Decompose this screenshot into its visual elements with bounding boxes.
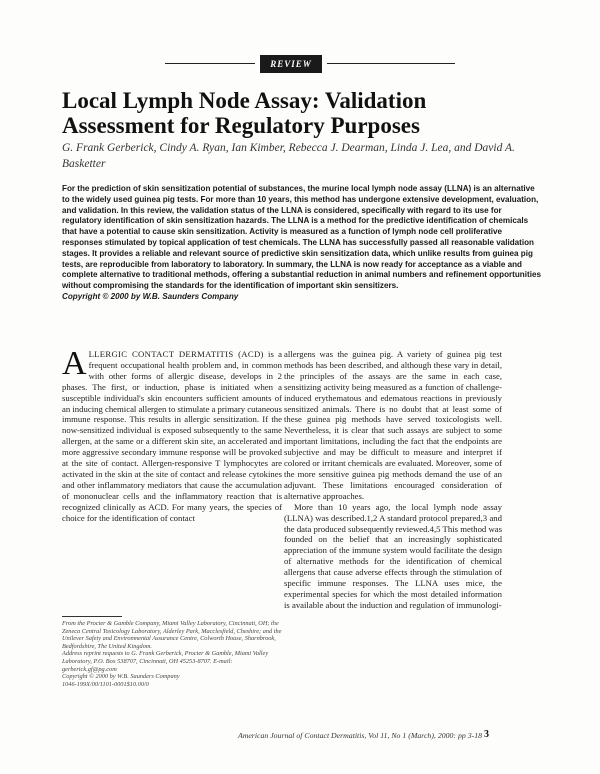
footnote-issn: 1046-199X/00/1101-0001$10.00/0 [62,680,149,688]
author-list: G. Frank Gerberick, Cindy A. Ryan, Ian Kimber, Rebecca J. Dearman, Linda J. Lea, and David A. Basketter [62,142,515,170]
right-column-paragraph: allergens was the guinea pig. A variety of guinea pig test methods has been described, and although these vary in detail, the principles of the assays are the same in each case, sensitizing activity being measured as a function of challenge-induced erythematous and edematous reactions in previously sensitized animals. There is no doubt that at least some of these guinea pig methods have served toxicologists well. Nevertheless, it is clear that such assays are subject to some important limitations, including the fact that the endpoints are subjective and may be difficult to measure and interpret if colored or irritant chemicals are evaluated. Moreover, some of the more sensitive guinea pig methods demand the use of an adjuvant. These limitations encouraged consideration of alternative approaches. [284,349,502,501]
header-rule-left [165,63,255,64]
page-number: 3 [484,729,489,740]
footnote-rule [62,616,122,617]
footnote [62,620,282,688]
footnote-affiliations: From the Procter & Gamble Company, Miami Valley Laboratory, Cincinnati, OH; the Zeneca Central Toxicology Laboratory, Alderley Park, Macclesfield, Cheshire; and the Unilever Safety and Environmental Assurance Centre, Colworth House, Sharnbrook, Bedfordshire, The United Kingdom. [62,620,282,650]
header-rule-right [327,63,455,64]
drop-cap: A [62,345,87,382]
left-column-text: is a frequent occupational health problem and, in common with other forms of allergic disease, develops in 2 phases. The first, or induction, phase is initiated when a susceptible individual's skin encounters sufficient amounts of an inducing chemical allergen to stimulate a primary cutaneous immune response. This results in allergic sensitization. If the now-sensitized individual is exposed subsequently to the same allergen, at the same or a different skin site, an accelerated and more aggressive secondary immune response will be provoked at the site of contact. Allergen-responsive T lymphocytes are activated in the skin at the site of contact and release cytokines and other inflammatory mediators that cause the accumulation of mononuclear cells and the inflammatory reaction that is recognized clinically as ACD. For many years, the species of choice for the identification of contact [62,349,282,523]
section-tag: REVIEW [260,55,322,73]
body-column-left [62,345,282,524]
journal-citation: American Journal of Contact Dermatitis, Vol 11, No 1 (March), 2000: pp 3-18 [237,731,482,740]
section-header [165,55,455,73]
article-title: Local Lymph Node Assay: Validation Assessment for Regulatory Purposes [62,88,427,138]
lead-in: LLERGIC CONTACT DERMATITIS (ACD) [88,349,264,359]
right-column-paragraph: More than 10 years ago, the local lymph node assay (LLNA) was described.1,2 A standard protocol prepared,3 and the data produced subsequently reviewed.4,5 This method was founded on the belief that an increasingly sophisticated appreciation of the immune system would facilitate the design of alternative methods for the identification of chemical allergens that cause adverse effects through the stimulation of specific immune responses. The LLNA uses mice, the experimental species for which the most detailed information is available about the induction and regulation of immunologi- [284,501,502,610]
body-column-right [284,349,502,611]
footnote-reprints: Address reprint requests to G. Frank Gerberick, Procter & Gamble, Miami Valley Laboratory, P.O. Box 538707, Cincinnati, OH 45253-8707. E-mail: gerberick.gf@pg.com [62,650,269,673]
abstract-copyright: Copyright © 2000 by W.B. Saunders Company [62,291,239,301]
footnote-copyright: Copyright © 2000 by W.B. Saunders Company [62,673,180,681]
abstract-text: For the prediction of skin sensitization potential of substances, the murine local lymph node assay (LLNA) is an alternative to the widely used guinea pig tests. For more than 10 years, this method has undergone extensive development, evaluation, and validation. In this review, the validation status of the LLNA is considered, specifically with regard to its use for regulatory identification of skin sensitization hazards. The LLNA is a method for the predictive identification of chemicals that have a potential to cause skin sensitization. Activity is measured as a function of lymph node cell proliferative responses stimulated by topical application of test chemicals. The LLNA has successfully passed all reasonable validation stages. It provides a reliable and relevant source of predictive skin sensitization data, which unlike results from guinea pig tests, are reproducible from laboratory to laboratory. In summary, the LLNA is now ready for acceptance as a viable and complete alternative to traditional methods, offering a substantial reduction in animal numbers and refinement opportunities without compromising the standards for the identification of important skin sensitizers. [62,184,541,291]
abstract [62,184,542,303]
